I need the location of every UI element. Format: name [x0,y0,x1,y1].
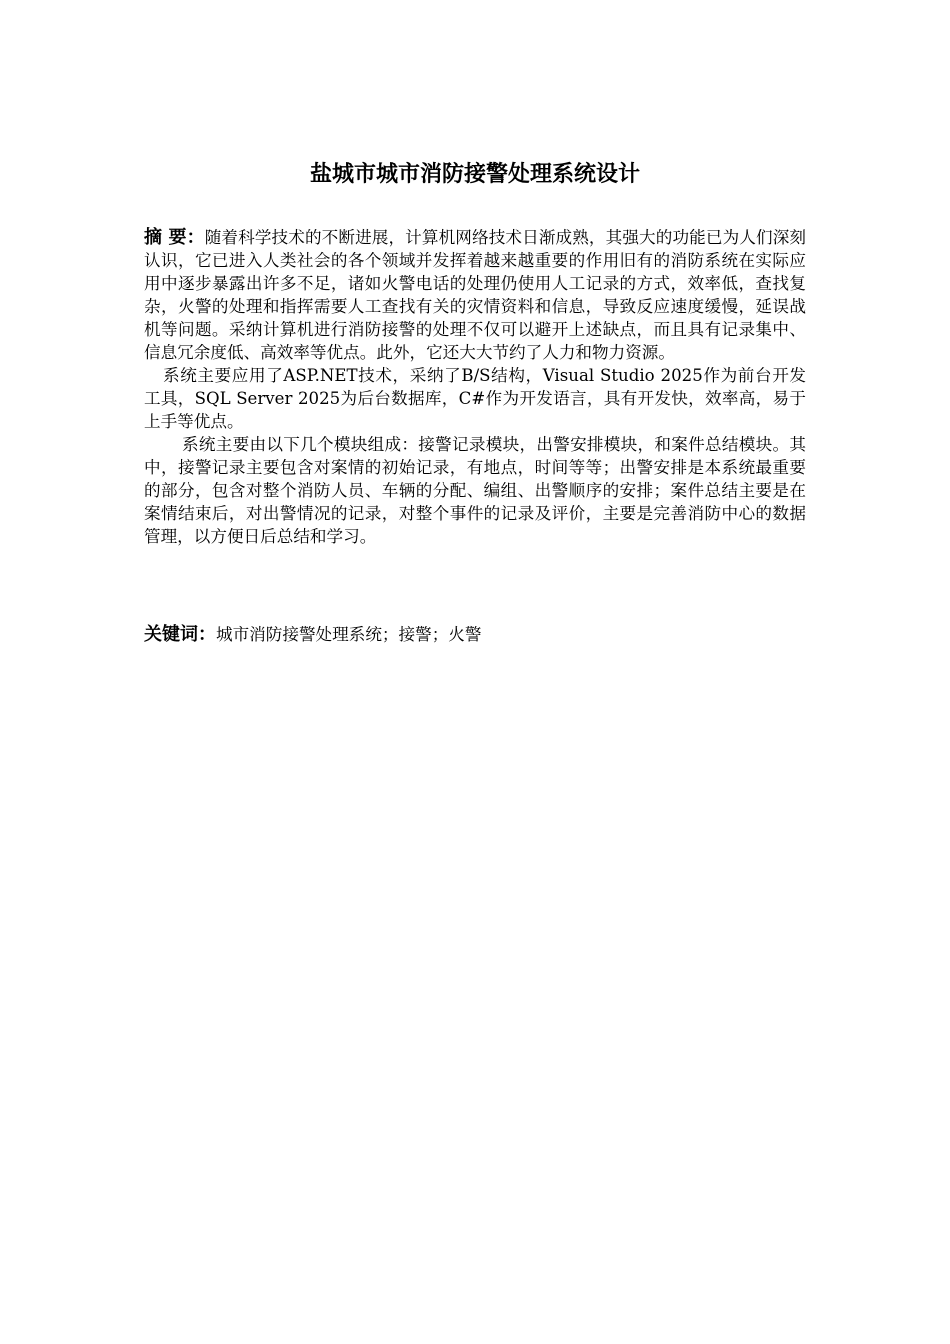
abstract-paragraph-2: 系统主要应用了ASP.NET技术，采纳了B/S结构，Visual Studio 2025作为前台开发工具，SQL Server 2025为后台数据库，C#作为开发语言，具有开发快，效率高，易于上手等优点。 [144,366,806,431]
keywords-text: 城市消防接警处理系统；接警；火警 [216,625,482,644]
abstract-label: 摘 要： [144,227,205,248]
document-title: 盐城市城市消防接警处理系统设计 [309,162,640,187]
keywords-section [144,622,806,648]
keywords-label: 关键词： [144,624,216,645]
abstract-section [144,226,806,548]
abstract-paragraph-1 [144,226,806,364]
abstract-paragraph-3: 系统主要由以下几个模块组成：接警记录模块，出警安排模块，和案件总结模块。其中，接警记录主要包含对案情的初始记录，有地点，时间等等；出警安排是本系统最重要的部分，包含对整个消防人员、车辆的分配、编组、出警顺序的安排；案件总结主要是在案情结束后，对出警情况的记录，对整个事件的记录及评价，主要是完善消防中心的数据管理，以方便日后总结和学习。 [144,435,806,546]
abstract-text-1: 随着科学技术的不断进展，计算机网络技术日渐成熟，其强大的功能已为人们深刻认识，它已进入人类社会的各个领域并发挥着越来越重要的作用旧有的消防系统在实际应用中逐步暴露出许多不足，诸如火警电话的处理仍使用人工记录的方式，效率低，查找复杂，火警的处理和指挥需要人工查找有关的灾情资料和信息，导致反应速度缓慢，延误战机等问题。采纳计算机进行消防接警的处理不仅可以避开上述缺点，而且具有记录集中、信息冗余度低、高效率等优点。此外，它还大大节约了人力和物力资源。 [144,228,806,362]
